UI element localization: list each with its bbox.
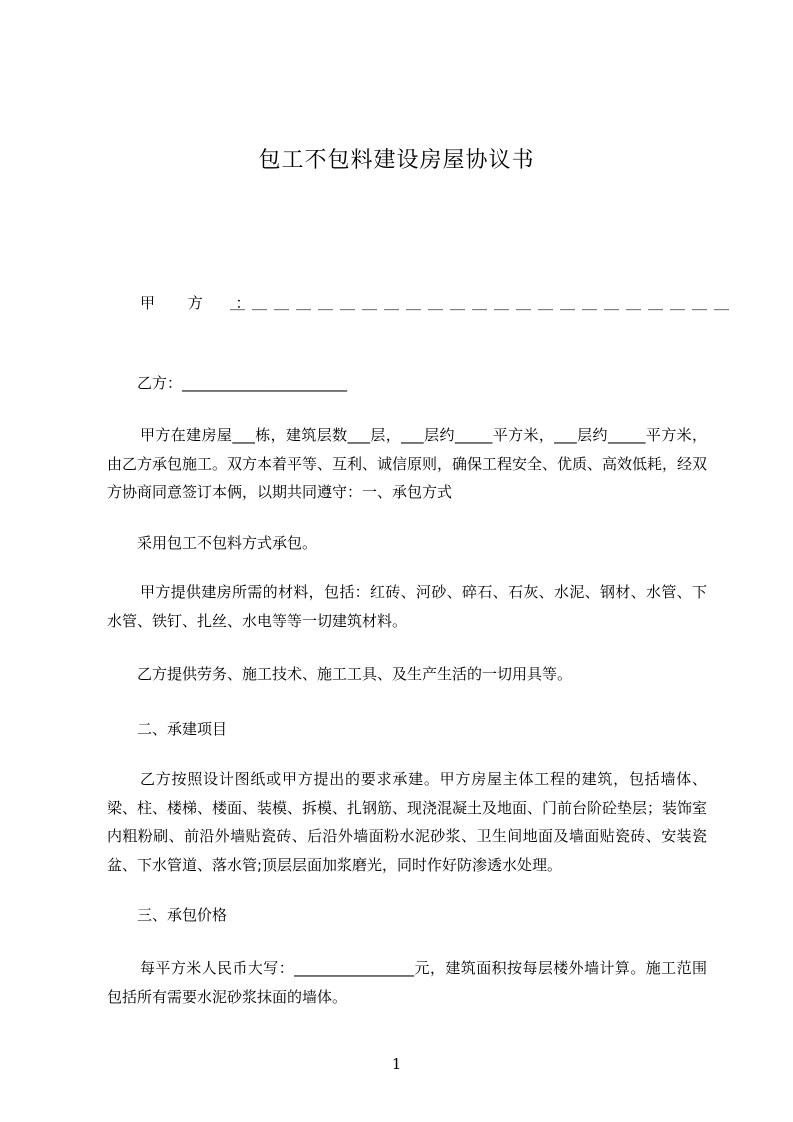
heading-construction-items: 二、承建项目 bbox=[137, 720, 228, 738]
heading-contract-price: 三、承包价格 bbox=[137, 906, 228, 924]
paragraph-contract-mode: 采用包工不包料方式承包。 bbox=[137, 534, 318, 552]
page-number: 1 bbox=[391, 1055, 402, 1073]
paragraph-party-a-materials: 甲方提供建房所需的材料，包括：红砖、河砂、碎石、石灰、水泥、钢材、水管、下水管、铁钉、扎丝、水电等等一切建筑材料。 bbox=[107, 583, 707, 630]
document-title: 包工不包料建设房屋协议书 bbox=[258, 148, 535, 173]
party-b-line: 乙方：______________________ bbox=[137, 374, 348, 392]
paragraph-building-info: 甲方在建房屋___栋，建筑层数___层，___层约_____平方米，___层约_____平方米，由乙方承包施工。双方本着平等、互利、诚信原则，确保工程安全、优质、高效低耗，经双方协商同意签订本俩，以期共同遵守：一、承包方式 bbox=[107, 426, 708, 501]
paragraph-construction-scope: 乙方按照设计图纸或甲方提出的要求承建。甲方房屋主体工程的建筑，包括墙体、梁、柱、楼梯、楼面、装模、拆模、扎钢筋、现浇混凝土及地面、门前台阶砼垫层；装饰室内粗粉刷、前沿外墙贴瓷砖、后沿外墙面粉水泥砂浆、卫生间地面及墙面贴瓷砖、安装瓷盆、下水管道、落水管;顶层层面加浆磨光，同时作好防渗透水处理。 bbox=[107, 770, 708, 874]
party-a-label: 甲 方 ： bbox=[140, 294, 265, 312]
party-a-blank: ＿＿＿＿＿＿＿＿＿＿＿＿＿＿＿＿＿＿＿＿＿＿＿ bbox=[230, 294, 737, 312]
paragraph-price-terms: 每平方米人民币大写：________________元，建筑面积按每层楼外墙计算。施工范围包括所有需要水泥砂浆抹面的墙体。 bbox=[107, 959, 707, 1006]
paragraph-party-b-labor: 乙方提供劳务、施工技术、施工工具、及生产生活的一切用具等。 bbox=[137, 665, 573, 683]
